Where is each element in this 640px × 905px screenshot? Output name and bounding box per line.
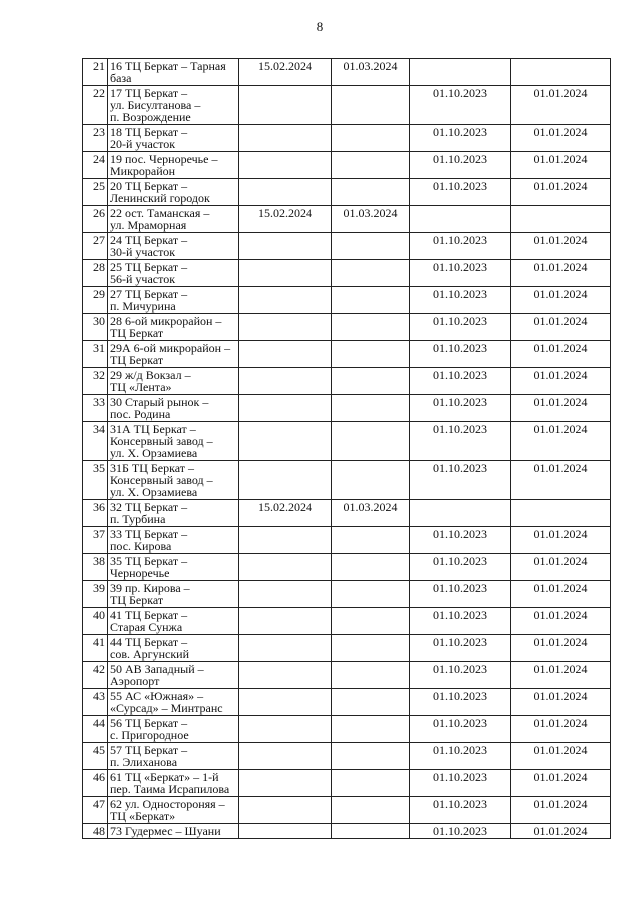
row-number-cell: 22 (83, 86, 108, 125)
date-cell-2 (332, 635, 410, 662)
date-cell-1 (239, 368, 332, 395)
date-cell-2 (332, 743, 410, 770)
date-cell-4: 01.01.2024 (511, 86, 611, 125)
route-name-cell (108, 368, 239, 395)
table-row (83, 233, 611, 260)
table-row (83, 152, 611, 179)
route-name-line: с. Пригородное (110, 728, 189, 742)
table-row (83, 125, 611, 152)
row-number-cell: 35 (83, 461, 108, 500)
route-name-line: п. Возрождение (110, 110, 191, 124)
date-cell-2 (332, 716, 410, 743)
date-cell-2: 01.03.2024 (332, 206, 410, 233)
route-name-cell (108, 635, 239, 662)
date-cell-4: 01.01.2024 (511, 233, 611, 260)
date-cell-1 (239, 743, 332, 770)
route-name-line: 62 ул. Одностороняя – (110, 797, 225, 811)
date-cell-4 (511, 500, 611, 527)
route-name-cell (108, 341, 239, 368)
route-name-line: 29А 6-ой микрорайон – (110, 341, 231, 355)
date-cell-2 (332, 608, 410, 635)
route-name-line: п. Элиханова (110, 755, 178, 769)
route-name-cell (108, 662, 239, 689)
date-cell-3 (410, 206, 511, 233)
routes-table (82, 58, 611, 839)
route-name-line: 22 ост. Таманская – (110, 206, 210, 220)
table-row (83, 59, 611, 86)
route-name-line: п. Мичурина (110, 299, 176, 313)
route-name-line: 30 Старый рынок – (110, 395, 209, 409)
route-name-line: 56 ТЦ Беркат – (110, 716, 188, 730)
date-cell-3: 01.10.2023 (410, 581, 511, 608)
date-cell-3: 01.10.2023 (410, 527, 511, 554)
table-row (83, 770, 611, 797)
row-number-cell: 36 (83, 500, 108, 527)
table-row (83, 662, 611, 689)
date-cell-3: 01.10.2023 (410, 662, 511, 689)
route-name-line: Черноречье (110, 566, 170, 580)
route-name-cell (108, 422, 239, 461)
route-name-cell (108, 743, 239, 770)
route-name-line: 73 Гудермес – Шуани (110, 824, 221, 838)
table-row (83, 581, 611, 608)
table-row (83, 461, 611, 500)
route-name-line: п. Турбина (110, 512, 166, 526)
date-cell-1 (239, 716, 332, 743)
date-cell-2 (332, 554, 410, 581)
date-cell-4: 01.01.2024 (511, 608, 611, 635)
date-cell-4: 01.01.2024 (511, 635, 611, 662)
date-cell-3: 01.10.2023 (410, 179, 511, 206)
date-cell-3: 01.10.2023 (410, 260, 511, 287)
date-cell-4: 01.01.2024 (511, 461, 611, 500)
route-name-cell (108, 608, 239, 635)
date-cell-2 (332, 233, 410, 260)
route-name-line: ул. Бисултанова – (110, 98, 201, 112)
table-row (83, 314, 611, 341)
page-number: 8 (316, 19, 324, 34)
table-row (83, 608, 611, 635)
date-cell-3: 01.10.2023 (410, 824, 511, 839)
date-cell-1 (239, 635, 332, 662)
row-number-cell: 47 (83, 797, 108, 824)
row-number-cell: 38 (83, 554, 108, 581)
date-cell-4: 01.01.2024 (511, 581, 611, 608)
date-cell-4: 01.01.2024 (511, 797, 611, 824)
date-cell-2 (332, 770, 410, 797)
row-number-cell: 21 (83, 59, 108, 86)
route-name-line: 24 ТЦ Беркат – (110, 233, 188, 247)
date-cell-1 (239, 797, 332, 824)
date-cell-4: 01.01.2024 (511, 125, 611, 152)
route-name-line: 20-й участок (110, 137, 176, 151)
route-name-line: Консервный завод – (110, 473, 213, 487)
date-cell-3: 01.10.2023 (410, 125, 511, 152)
date-cell-1 (239, 662, 332, 689)
route-name-line: ТЦ «Беркат» (110, 809, 176, 823)
route-name-cell (108, 797, 239, 824)
route-name-cell (108, 461, 239, 500)
row-number-cell: 33 (83, 395, 108, 422)
date-cell-3: 01.10.2023 (410, 770, 511, 797)
row-number-cell: 28 (83, 260, 108, 287)
row-number-cell: 32 (83, 368, 108, 395)
date-cell-1 (239, 125, 332, 152)
route-name-line: 39 пр. Кирова – (110, 581, 190, 595)
date-cell-4: 01.01.2024 (511, 527, 611, 554)
route-name-line: ТЦ Беркат (110, 353, 164, 367)
route-name-line: Микрорайон (110, 164, 176, 178)
route-name-line: 28 6-ой микрорайон – (110, 314, 222, 328)
row-number-cell: 25 (83, 179, 108, 206)
route-name-line: 16 ТЦ Беркат – Тарная (110, 59, 226, 73)
date-cell-1 (239, 770, 332, 797)
date-cell-4: 01.01.2024 (511, 395, 611, 422)
table-row (83, 527, 611, 554)
row-number-cell: 48 (83, 824, 108, 839)
date-cell-1 (239, 554, 332, 581)
date-cell-1 (239, 395, 332, 422)
row-number-cell: 45 (83, 743, 108, 770)
route-name-cell (108, 152, 239, 179)
date-cell-1 (239, 608, 332, 635)
date-cell-1 (239, 260, 332, 287)
date-cell-2 (332, 287, 410, 314)
route-name-cell (108, 233, 239, 260)
route-name-line: 29 ж/д Вокзал – (110, 368, 191, 382)
date-cell-4: 01.01.2024 (511, 743, 611, 770)
date-cell-4: 01.01.2024 (511, 152, 611, 179)
date-cell-1 (239, 689, 332, 716)
date-cell-2 (332, 461, 410, 500)
route-name-cell (108, 395, 239, 422)
route-name-line: 20 ТЦ Беркат – (110, 179, 188, 193)
route-name-line: 18 ТЦ Беркат – (110, 125, 188, 139)
route-name-line: Ленинский городок (110, 191, 210, 205)
route-name-line: 57 ТЦ Беркат – (110, 743, 188, 757)
route-name-cell (108, 770, 239, 797)
row-number-cell: 27 (83, 233, 108, 260)
table-row (83, 554, 611, 581)
date-cell-4: 01.01.2024 (511, 314, 611, 341)
date-cell-2 (332, 527, 410, 554)
date-cell-4: 01.01.2024 (511, 716, 611, 743)
date-cell-2 (332, 179, 410, 206)
row-number-cell: 26 (83, 206, 108, 233)
row-number-cell: 23 (83, 125, 108, 152)
date-cell-4: 01.01.2024 (511, 368, 611, 395)
route-name-line: 44 ТЦ Беркат – (110, 635, 188, 649)
date-cell-1 (239, 233, 332, 260)
route-name-line: «Сурсад» – Минтранс (110, 701, 223, 715)
date-cell-2 (332, 125, 410, 152)
date-cell-2 (332, 152, 410, 179)
date-cell-1 (239, 86, 332, 125)
date-cell-3: 01.10.2023 (410, 797, 511, 824)
date-cell-4: 01.01.2024 (511, 554, 611, 581)
route-name-line: 17 ТЦ Беркат – (110, 86, 188, 100)
table-row (83, 422, 611, 461)
table-row (83, 635, 611, 662)
route-name-line: ул. Х. Орзамиева (110, 446, 198, 460)
date-cell-1: 15.02.2024 (239, 500, 332, 527)
date-cell-2 (332, 314, 410, 341)
date-cell-1 (239, 461, 332, 500)
route-name-cell (108, 179, 239, 206)
row-number-cell: 43 (83, 689, 108, 716)
route-name-line: ТЦ «Лента» (110, 380, 172, 394)
date-cell-1 (239, 422, 332, 461)
route-name-line: ул. Мраморная (110, 218, 187, 232)
date-cell-4: 01.01.2024 (511, 341, 611, 368)
route-name-cell (108, 689, 239, 716)
date-cell-3: 01.10.2023 (410, 422, 511, 461)
route-name-line: 32 ТЦ Беркат – (110, 500, 188, 514)
route-name-line: Старая Сунжа (110, 620, 183, 634)
row-number-cell: 42 (83, 662, 108, 689)
table-row (83, 341, 611, 368)
date-cell-4: 01.01.2024 (511, 689, 611, 716)
date-cell-3: 01.10.2023 (410, 743, 511, 770)
date-cell-2 (332, 86, 410, 125)
route-name-cell (108, 86, 239, 125)
route-name-cell (108, 716, 239, 743)
route-name-cell (108, 500, 239, 527)
route-name-line: 50 АВ Западный – (110, 662, 204, 676)
date-cell-3: 01.10.2023 (410, 554, 511, 581)
table-row (83, 260, 611, 287)
date-cell-1 (239, 179, 332, 206)
date-cell-4: 01.01.2024 (511, 422, 611, 461)
date-cell-2 (332, 368, 410, 395)
route-name-line: 31Б ТЦ Беркат – (110, 461, 195, 475)
date-cell-2 (332, 422, 410, 461)
row-number-cell: 41 (83, 635, 108, 662)
date-cell-3: 01.10.2023 (410, 716, 511, 743)
date-cell-3: 01.10.2023 (410, 287, 511, 314)
row-number-cell: 46 (83, 770, 108, 797)
route-name-line: Аэропорт (110, 674, 160, 688)
date-cell-2 (332, 260, 410, 287)
row-number-cell: 39 (83, 581, 108, 608)
date-cell-2 (332, 662, 410, 689)
date-cell-2 (332, 581, 410, 608)
route-name-cell (108, 314, 239, 341)
route-name-line: база (110, 71, 132, 85)
date-cell-4 (511, 59, 611, 86)
route-name-line: 33 ТЦ Беркат – (110, 527, 188, 541)
date-cell-1 (239, 287, 332, 314)
date-cell-3: 01.10.2023 (410, 461, 511, 500)
date-cell-3 (410, 59, 511, 86)
date-cell-4 (511, 206, 611, 233)
date-cell-2 (332, 341, 410, 368)
row-number-cell: 29 (83, 287, 108, 314)
date-cell-4: 01.01.2024 (511, 662, 611, 689)
route-name-line: 55 АС «Южная» – (110, 689, 204, 703)
row-number-cell: 30 (83, 314, 108, 341)
date-cell-3: 01.10.2023 (410, 314, 511, 341)
date-cell-3: 01.10.2023 (410, 368, 511, 395)
table-row (83, 206, 611, 233)
date-cell-2 (332, 824, 410, 839)
row-number-cell: 44 (83, 716, 108, 743)
route-name-line: 56-й участок (110, 272, 176, 286)
table-row (83, 395, 611, 422)
route-name-line: 19 пос. Черноречье – (110, 152, 218, 166)
date-cell-3: 01.10.2023 (410, 395, 511, 422)
date-cell-2: 01.03.2024 (332, 59, 410, 86)
route-name-cell (108, 59, 239, 86)
date-cell-2 (332, 395, 410, 422)
route-name-cell (108, 824, 239, 839)
route-name-line: пос. Кирова (110, 539, 172, 553)
route-name-line: ТЦ Беркат (110, 593, 164, 607)
route-name-cell (108, 581, 239, 608)
date-cell-3: 01.10.2023 (410, 341, 511, 368)
table-row (83, 743, 611, 770)
date-cell-1 (239, 824, 332, 839)
row-number-cell: 40 (83, 608, 108, 635)
route-name-line: сов. Аргунский (110, 647, 190, 661)
row-number-cell: 37 (83, 527, 108, 554)
date-cell-4: 01.01.2024 (511, 770, 611, 797)
route-name-line: 30-й участок (110, 245, 176, 259)
date-cell-1 (239, 527, 332, 554)
date-cell-3: 01.10.2023 (410, 608, 511, 635)
route-name-cell (108, 527, 239, 554)
date-cell-1 (239, 314, 332, 341)
route-name-line: 31А ТЦ Беркат – (110, 422, 196, 436)
route-name-line: Консервный завод – (110, 434, 213, 448)
route-name-line: 35 ТЦ Беркат – (110, 554, 188, 568)
date-cell-1: 15.02.2024 (239, 206, 332, 233)
table-row (83, 797, 611, 824)
date-cell-3: 01.10.2023 (410, 689, 511, 716)
date-cell-1: 15.02.2024 (239, 59, 332, 86)
routes-table-body (83, 59, 611, 839)
route-name-cell (108, 260, 239, 287)
table-row (83, 500, 611, 527)
date-cell-3: 01.10.2023 (410, 635, 511, 662)
row-number-cell: 34 (83, 422, 108, 461)
date-cell-4: 01.01.2024 (511, 179, 611, 206)
date-cell-1 (239, 341, 332, 368)
route-name-line: ТЦ Беркат (110, 326, 164, 340)
table-row (83, 716, 611, 743)
route-name-line: 25 ТЦ Беркат – (110, 260, 188, 274)
date-cell-3: 01.10.2023 (410, 233, 511, 260)
table-row (83, 824, 611, 839)
date-cell-4: 01.01.2024 (511, 824, 611, 839)
date-cell-3 (410, 500, 511, 527)
route-name-line: пос. Родина (110, 407, 171, 421)
row-number-cell: 31 (83, 341, 108, 368)
route-name-cell (108, 206, 239, 233)
date-cell-4: 01.01.2024 (511, 287, 611, 314)
date-cell-2 (332, 797, 410, 824)
date-cell-1 (239, 152, 332, 179)
route-name-cell (108, 554, 239, 581)
table-row (83, 179, 611, 206)
table-row (83, 86, 611, 125)
route-name-line: ул. Х. Орзамиева (110, 485, 198, 499)
date-cell-3: 01.10.2023 (410, 86, 511, 125)
table-row (83, 287, 611, 314)
route-name-line: 61 ТЦ «Беркат» – 1-й (110, 770, 219, 784)
route-name-line: 41 ТЦ Беркат – (110, 608, 188, 622)
date-cell-4: 01.01.2024 (511, 260, 611, 287)
route-name-cell (108, 125, 239, 152)
route-name-line: 27 ТЦ Беркат – (110, 287, 188, 301)
date-cell-3: 01.10.2023 (410, 152, 511, 179)
route-name-cell (108, 287, 239, 314)
table-row (83, 368, 611, 395)
table-row (83, 689, 611, 716)
date-cell-1 (239, 581, 332, 608)
date-cell-2: 01.03.2024 (332, 500, 410, 527)
row-number-cell: 24 (83, 152, 108, 179)
route-name-line: пер. Таима Исрапилова (110, 782, 230, 796)
date-cell-2 (332, 689, 410, 716)
